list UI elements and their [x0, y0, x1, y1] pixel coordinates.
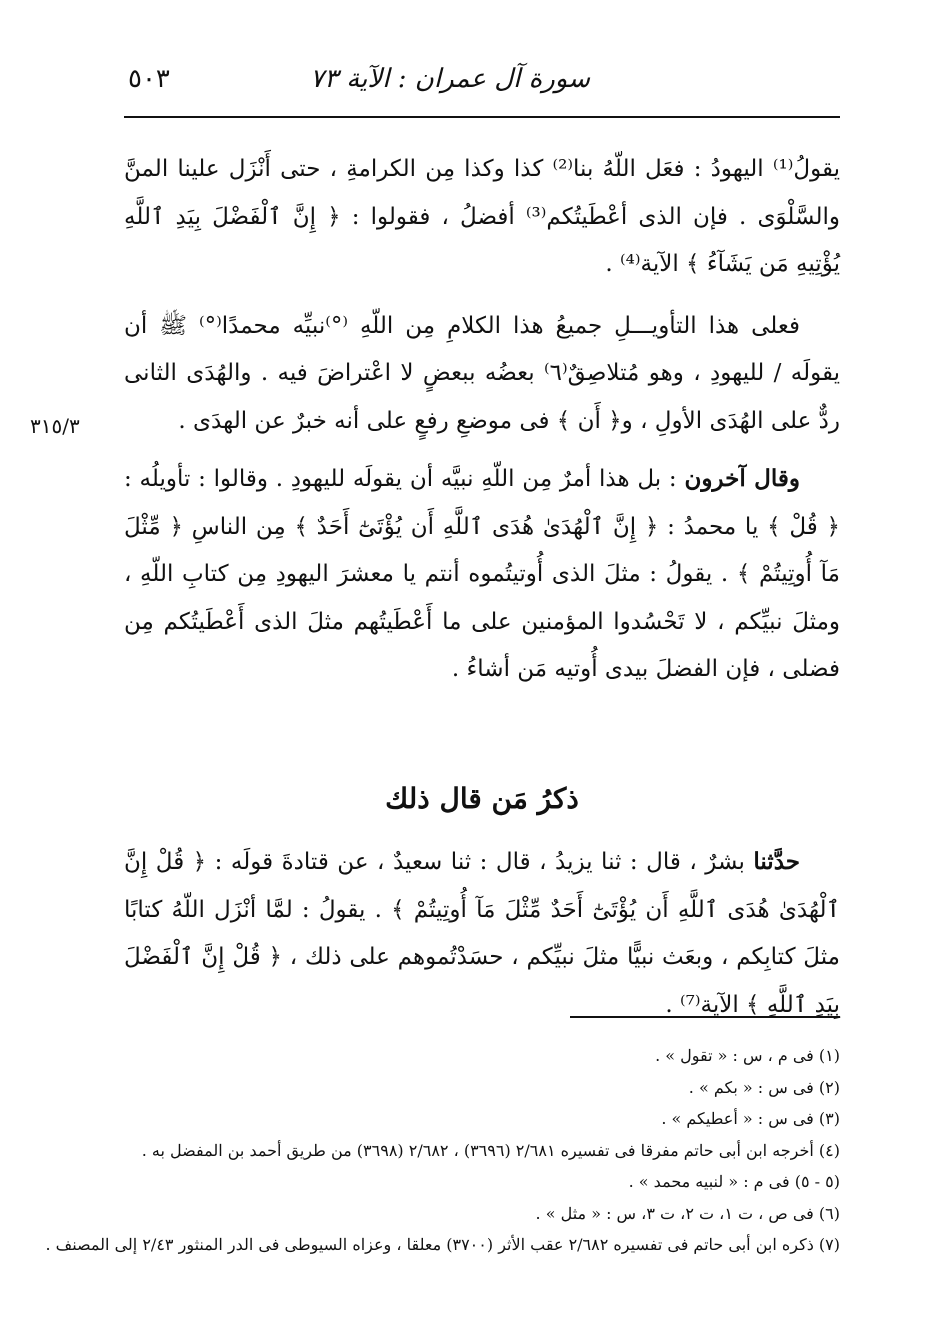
- footnote: (١) فى م ، س : « تقول » .: [655, 1046, 840, 1065]
- footnotes: [45, 1040, 840, 1261]
- paragraph-4-lead: حدَّثنا: [753, 848, 800, 875]
- paragraph-4: [124, 838, 840, 1029]
- main-text: [124, 146, 840, 694]
- paragraph-3-lead: وقال آخرون: [684, 465, 800, 492]
- section-heading: ذكرُ مَن قال ذلك: [385, 782, 579, 815]
- running-title: سورة آل عمران : الآية ٧٣: [310, 64, 590, 94]
- paragraph-gap: [124, 289, 840, 303]
- footnote: (٦) فى ص ، ت ١، ت ٢، ت ٣، س : « مثل » .: [535, 1203, 840, 1223]
- main-text-after-heading: [124, 838, 840, 1029]
- footnote: (٥ - ٥) فى م : « لنبيه محمد » .: [628, 1172, 840, 1191]
- footnote: (٤) أخرجه ابن أبى حاتم مفرقا فى تفسيره ٢/٦٨١ (٣٦٩٦) ، ٢/٦٨٢ (٣٦٩٨) من طريق أحمد بن المفضل به .: [141, 1140, 840, 1160]
- page-header: [124, 62, 840, 102]
- header-divider: [124, 116, 840, 118]
- paragraph-2: فعلى هذا التأويـــلِ جميعُ هذا الكلامِ مِن اللّهِ ⁽°⁾نبيِّه محمدًا⁽°⁾ ﷺ أن يقولَه / لليهودِ ، وهو مُتلاصِقٌ⁽٦⁾ بعضُه ببعضٍ لا اعْتراضَ فيه . والهُدَى الثانى ردٌّ على الهُدَى الأولِ ، و﴿ أَن ﴾ فى موضعِ رفعٍ على أنه خبرٌ عن الهدَى .: [124, 312, 840, 434]
- page-number: ٥٠٣: [128, 64, 170, 94]
- footnote-divider: [570, 1016, 840, 1018]
- footnote: (٧) ذكره ابن أبى حاتم فى تفسيره ٢/٦٨٢ عقب الأثر (٣٧٠٠) معلقا ، وعزاه السيوطى فى الدر المنثور ٢/٤٣ إلى المصنف .: [45, 1235, 840, 1254]
- paragraph-3: [124, 455, 840, 694]
- margin-reference: ٣١٥/٣: [30, 414, 80, 438]
- paragraph-3-text: : بل هذا أمرٌ مِن اللّهِ نبيَّه أن يقولَه لليهودِ . وقالوا : تأويلُه : ﴿ قُلْ ﴾ يا محمدُ : ﴿ إِنَّ ٱلْهُدَىٰ هُدَى ٱللَّهِ أَن يُؤْتَىٰٓ أَحَدٌ ﴾ مِن الناسِ ﴿ مِّثْلَ مَآ أُوتِيتُمْ ﴾ . يقولُ : مثلَ الذى أُوتيتُموه أنتم يا معشرَ اليهودِ مِن كتابِ اللّهِ ، ومثلَ نبيِّكم ، لا تَحْسُدوا المؤمنين على ما أَعْطَيتُهم مثلَ الذى أَعْطَيتُكم مِن فضلى ، فإن الفضلَ بيدى أُوتيه مَن أشاءُ .: [124, 466, 840, 682]
- footnote: (٣) فى س : « أعطيكم » .: [661, 1109, 840, 1128]
- paragraph-gap: [124, 445, 840, 455]
- footnote: (٢) فى س : « بكم » .: [688, 1077, 840, 1097]
- paragraph-1: يقولُ⁽¹⁾ اليهودُ : فعَل اللّهُ بنا⁽²⁾ كذا وكذا مِن الكرامةِ ، حتى أَنْزَل علينا المنَّ والسَّلْوَى . فإن الذى أعْطَيتُكم⁽³⁾ أفضلُ ، فقولوا : ﴿ إِنَّ ٱلْفَضْلَ بِيَدِ ٱللَّهِ يُؤْتِيهِ مَن يَشَآءُ ﴾ الآية⁽⁴⁾ .: [124, 156, 840, 277]
- paragraph-4-text: بشرٌ ، قال : ثنا يزيدُ ، قال : ثنا سعيدٌ ، عن قتادةَ قولَه : ﴿ قُلْ إِنَّ ٱلْهُدَىٰ هُدَى ٱللَّهِ أَن يُؤْتَىٰٓ أَحَدٌ مِّثْلَ مَآ أُوتِيتُمْ ﴾ . يقولُ : لمَّا أنْزَل اللّهُ كتابًا مثلَ كتابِكم ، وبعَث نبيًّا مثلَ نبيِّكم ، حسَدْتُموهم على ذلك ، ﴿ قُلْ إِنَّ ٱلْفَضْلَ بِيَدِ ٱللَّهِ ﴾ الآية⁽⁷⁾ .: [124, 849, 840, 1018]
